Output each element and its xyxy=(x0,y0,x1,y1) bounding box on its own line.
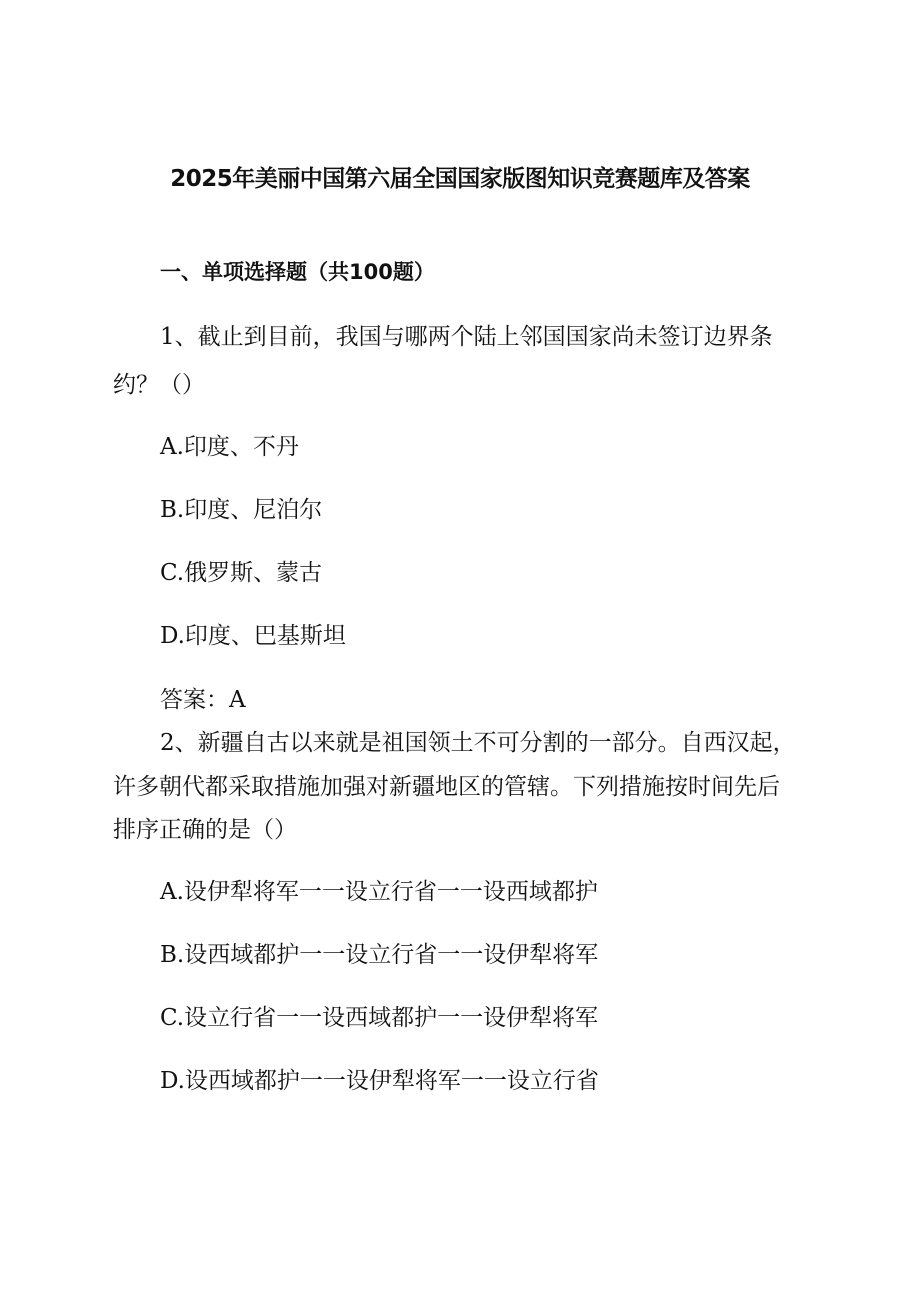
question-2-option-d: D.设西域都护一一设伊犁将军一一设立行省 xyxy=(160,1068,599,1094)
question-2-option-a: A.设伊犁将军一一设立行省一一设西域都护 xyxy=(160,879,598,905)
section-heading: 一、单项选择题（共100题） xyxy=(160,260,435,284)
question-1-option-c: C.俄罗斯、蒙古 xyxy=(160,560,323,586)
question-1-answer: 答案：A xyxy=(160,687,246,713)
question-2-option-c: C.设立行省一一设西域都护一一设伊犁将军 xyxy=(160,1005,599,1031)
question-1-option-d: D.印度、巴基斯坦 xyxy=(160,623,346,649)
question-1-text-line-2: 约？（） xyxy=(113,372,205,398)
question-2-option-b: B.设西域都护一一设立行省一一设伊犁将军 xyxy=(160,942,599,968)
question-1-option-a: A.印度、不丹 xyxy=(160,434,299,460)
question-2-text-line-3: 排序正确的是（） xyxy=(113,817,297,843)
question-1-text-line-1: 1、截止到目前，我国与哪两个陆上邻国国家尚未签订边界条 xyxy=(160,324,773,350)
question-2-text-line-1: 2、新疆自古以来就是祖国领土不可分割的一部分。自西汉起， xyxy=(160,730,796,756)
document-title: 2025年美丽中国第六届全国国家版图知识竞赛题库及答案 xyxy=(170,166,750,192)
question-1-option-b: B.印度、尼泊尔 xyxy=(160,497,323,523)
question-2-text-line-2: 许多朝代都采取措施加强对新疆地区的管辖。下列措施按时间先后 xyxy=(113,774,780,800)
